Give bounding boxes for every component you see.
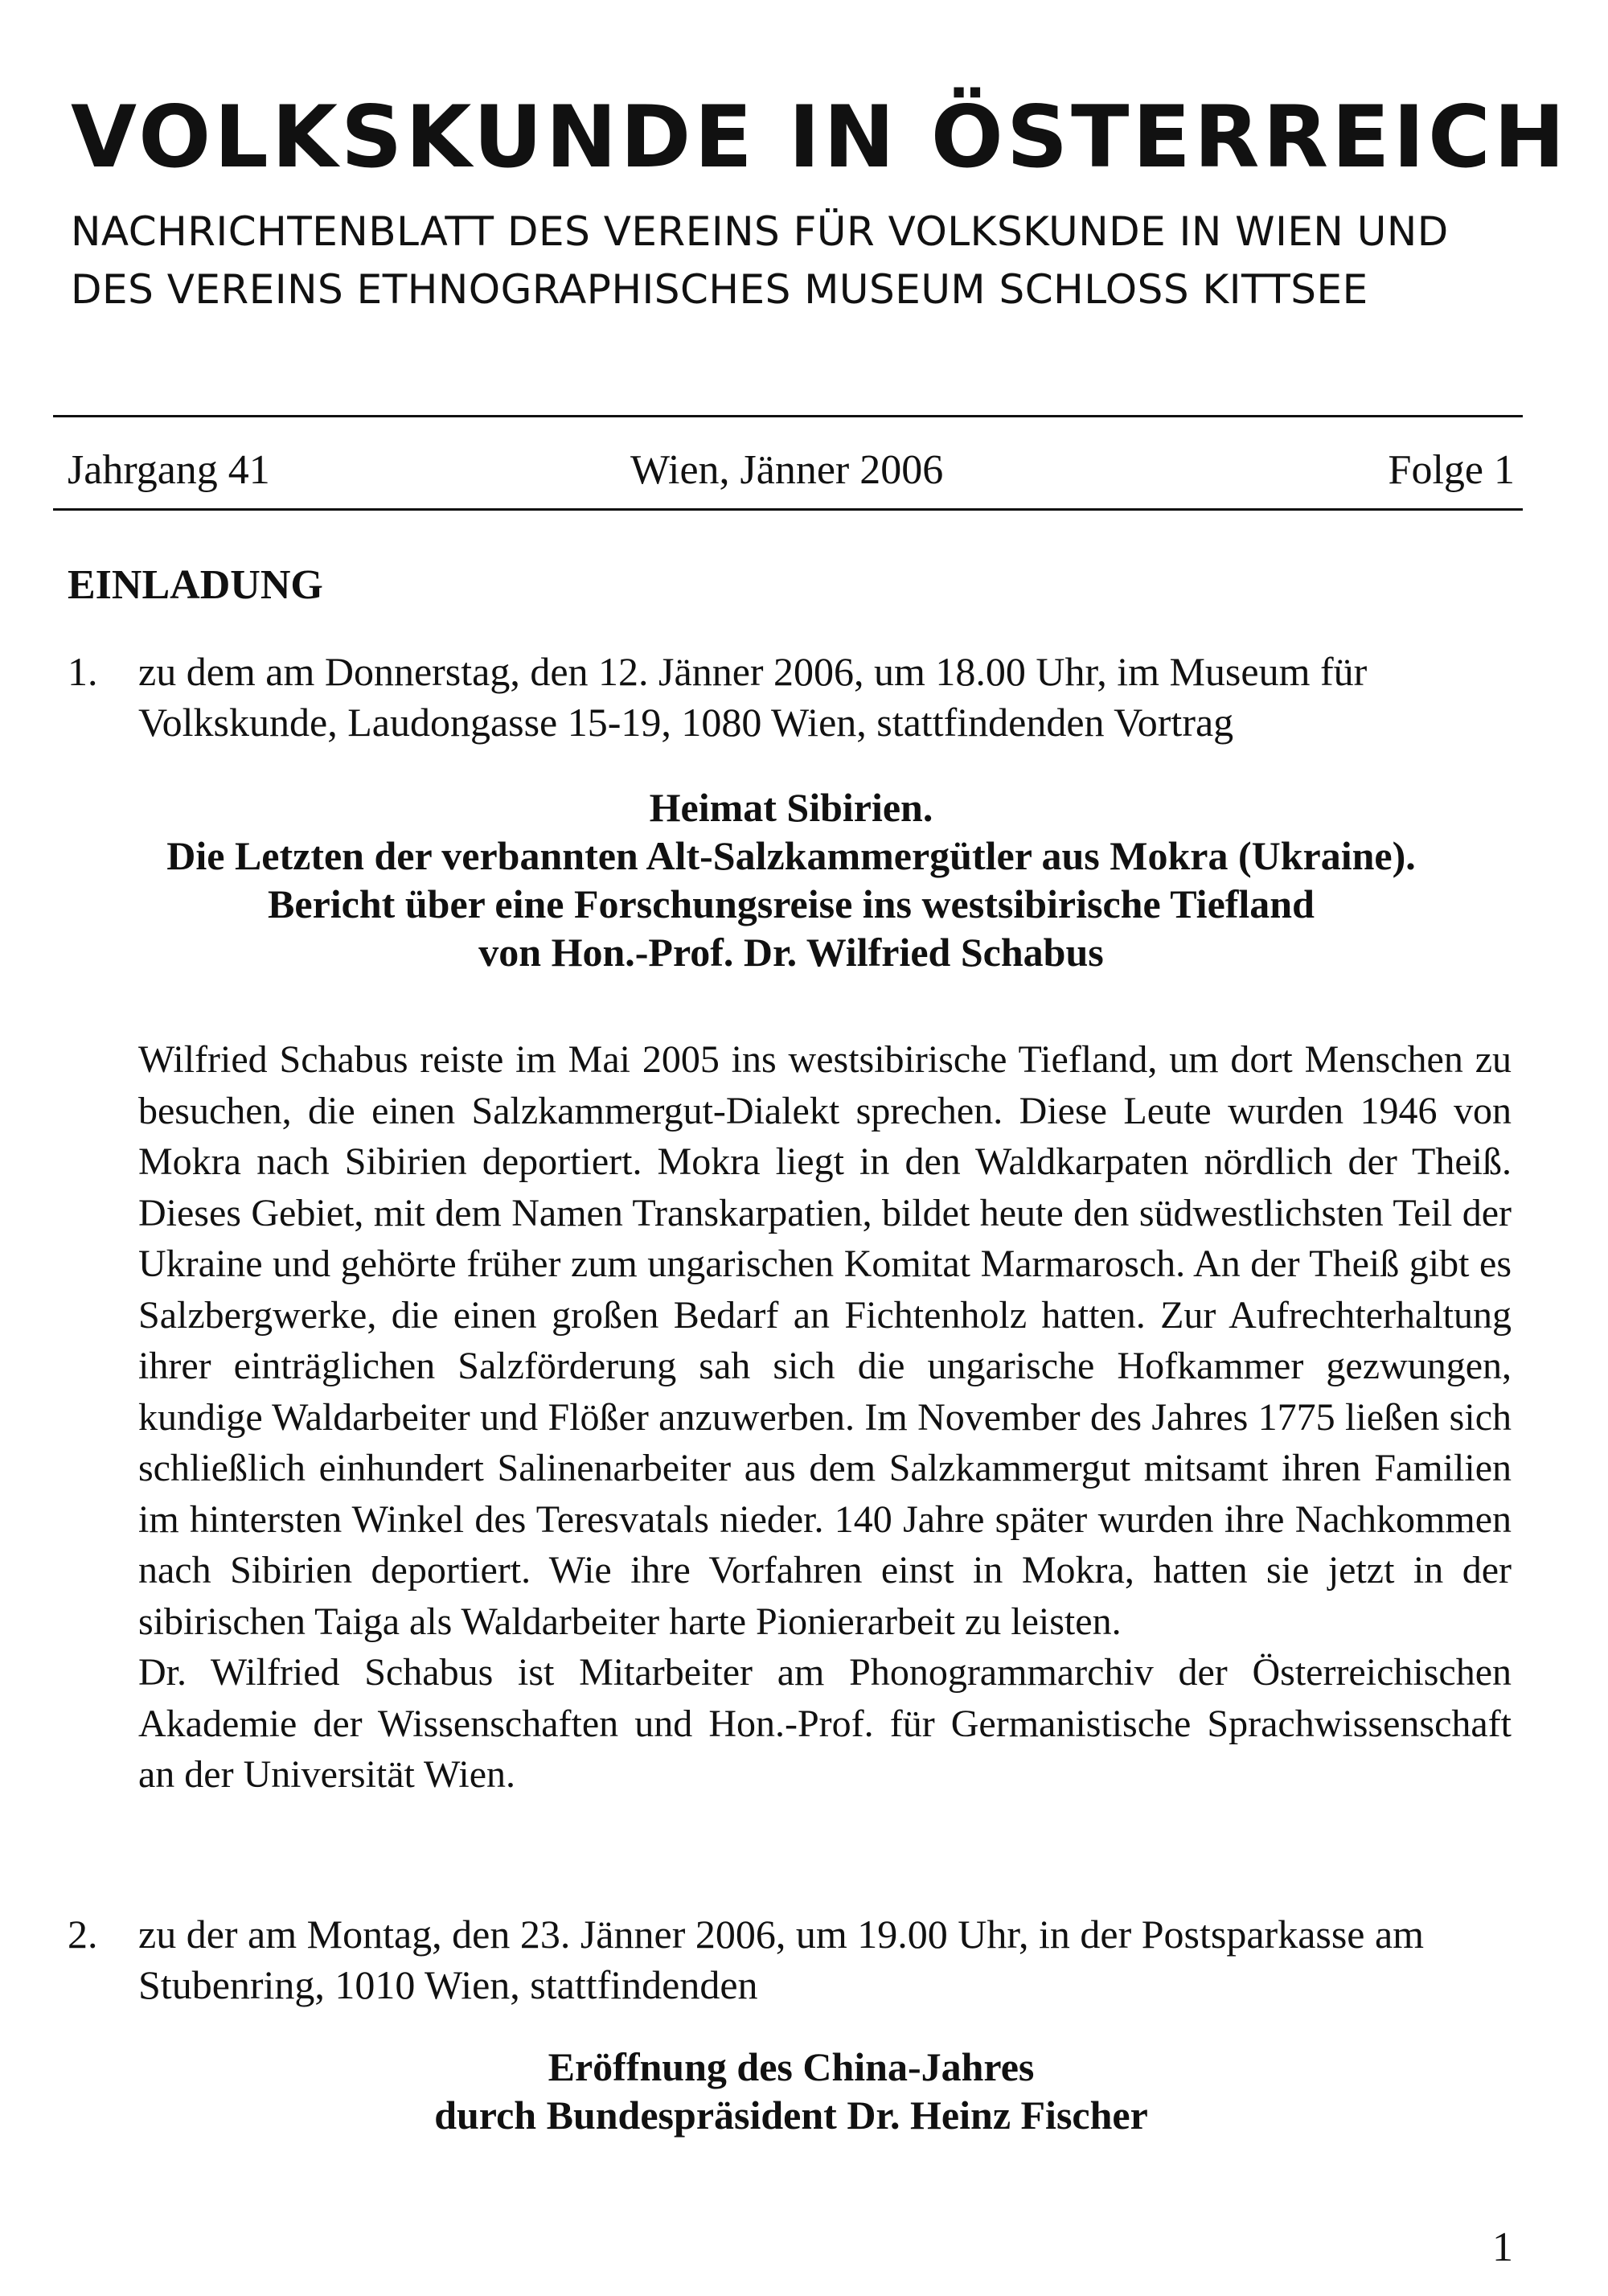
- masthead-subtitle-line: DES VEREINS ETHNOGRAPHISCHES MUSEUM SCHLOSS KITTSEE: [71, 266, 1368, 313]
- talk-speaker-line: von Hon.-Prof. Dr. Wilfried Schabus: [478, 930, 1104, 975]
- speaker-bio-paragraph: Dr. Wilfried Schabus ist Mitarbeiter am Phonogrammarchiv der Österreichischen Akademie der Wissenschaften und Hon.-Prof. für Germanistische Sprachwissenschaft an der Universität Wien.: [138, 1651, 1512, 1796]
- event-title-line: Eröffnung des China-Jahres: [548, 2044, 1035, 2089]
- item-text-line: Volkskunde, Laudongasse 15-19, 1080 Wien, stattfindenden Vortrag: [138, 700, 1234, 745]
- divider-top: [53, 415, 1523, 417]
- description-paragraph: Wilfried Schabus reiste im Mai 2005 ins westsibirische Tiefland, um dort Menschen zu besuchen, die einen Salzkammergut-Dialekt sprechen. Diese Leute wurden 1946 von Mokra nach Sibirien deportiert. Mokra liegt in den Waldkarpaten nördlich der Theiß. Dieses Gebiet, mit dem Namen Transkarpatien, bildet heute den südwestlichsten Teil der Ukraine und gehörte früher zum ungarischen Komitat Marmarosch. An der Theiß gibt es Salzbergwerke, die einen großen Bedarf an Fichtenholz hatten. Zur Aufrechterhaltung ihrer einträglichen Salzförderung sah sich die ungarische Hofkammer gezwungen, kundige Waldarbeiter und Flößer anzuwerben. Im November des Jahres 1775 ließen sich schließlich einhundert Salinenarbeiter aus dem Salzkammergut mitsamt ihren Familien im hintersten Winkel des Teresvatals nieder. 140 Jahre später wurden ihre Nachkommen nach Sibirien deportiert. Wie ihre Vorfahren einst in Mokra, hatten sie jetzt in der sibirischen Taiga als Waldarbeiter harte Pionierarbeit zu leisten.: [138, 1038, 1512, 1643]
- talk-title-line: Die Letzten der verbannten Alt-Salzkammergütler aus Mokra (Ukraine).: [166, 833, 1416, 878]
- masthead-subtitle-line: NACHRICHTENBLATT DES VEREINS FÜR VOLKSKUNDE IN WIEN UND: [71, 208, 1449, 255]
- item-text-line: zu dem am Donnerstag, den 12. Jänner 2006, um 18.00 Uhr, im Museum für: [138, 649, 1368, 694]
- talk-title-line: Bericht über eine Forschungsreise ins westsibirische Tiefland: [268, 881, 1315, 926]
- item-text-line: Stubenring, 1010 Wien, stattfindenden: [138, 1962, 758, 2007]
- talk-description: [138, 1034, 1512, 1801]
- issue-volume: Jahrgang 41: [68, 447, 270, 493]
- talk-title-line: Heimat Sibirien.: [649, 785, 933, 830]
- masthead-subtitle: [71, 203, 1550, 318]
- page-number: 1: [1492, 2224, 1513, 2270]
- invitation-item-1: [68, 647, 1515, 748]
- invitation-item-2: [68, 1909, 1515, 2011]
- item-number: 2.: [68, 1912, 98, 1957]
- issue-place-date: Wien, Jänner 2006: [630, 447, 944, 493]
- event-title-line: durch Bundespräsident Dr. Heinz Fischer: [434, 2093, 1148, 2138]
- section-heading: EINLADUNG: [68, 562, 323, 608]
- issue-number: Folge 1: [1388, 447, 1515, 493]
- talk-title-block: [68, 783, 1515, 976]
- masthead-title: VOLKSKUNDE IN ÖSTERREICH: [71, 88, 1569, 187]
- divider-bottom: [53, 508, 1523, 511]
- item-text-line: zu der am Montag, den 23. Jänner 2006, um 19.00 Uhr, in der Postsparkasse am: [138, 1912, 1425, 1957]
- item-number: 1.: [68, 649, 98, 694]
- event-title-block: [68, 2043, 1515, 2139]
